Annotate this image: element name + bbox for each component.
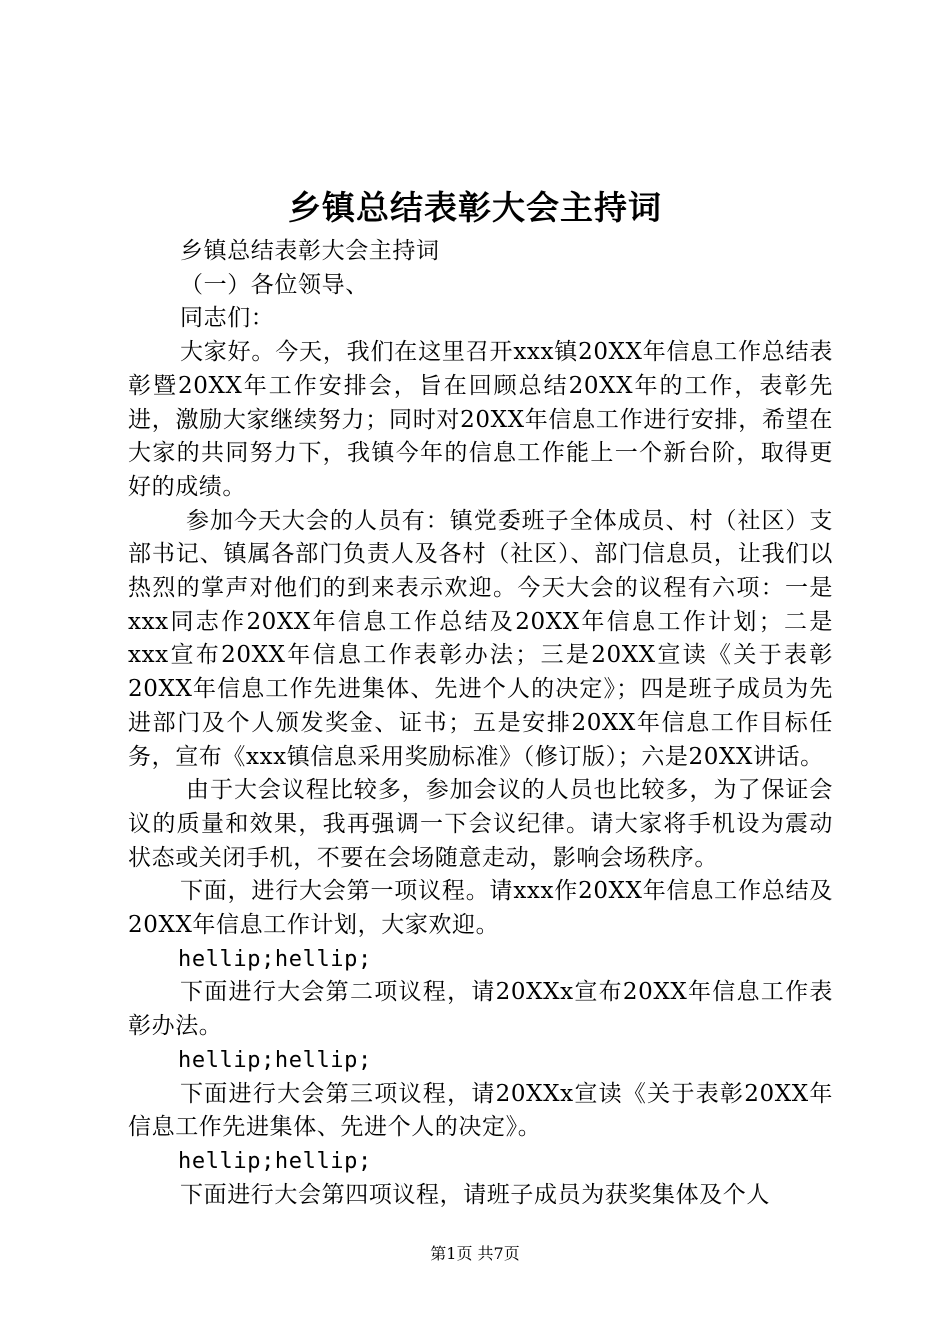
paragraph-agenda-item-2: 下面进行大会第二项议程，请20XXx宣布20XX年信息工作表彰办法。 bbox=[128, 979, 833, 1040]
paragraph-ellipsis-1: hellip;hellip; bbox=[178, 946, 372, 972]
paragraph-agenda-item-4: 下面进行大会第四项议程，请班子成员为获奖集体及个人 bbox=[180, 1181, 770, 1208]
paragraph-agenda-item-3: 下面进行大会第三项议程，请20XXx宣读《关于表彰20XX年信息工作先进集体、先进个人的决定》。 bbox=[128, 1080, 833, 1141]
paragraph-attendees-agenda: 参加今天大会的人员有：镇党委班子全体成员、村（社区）支部书记、镇属各部门负责人及各村（社区）、部门信息员，让我们以热烈的掌声对他们的到来表示欢迎。今天大会的议程有六项：一是xxx同志作20XX年信息工作总结及20XX年信息工作计划；二是xxx宣布20XX年信息工作表彰办法；三是20XX宣读《关于表彰20XX年信息工作先进集体、先进个人的决定》；四是班子成员为先进部门及个人颁发奖金、证书；五是安排20XX年信息工作目标任务，宣布《xxx镇信息采用奖励标准》（修订版）；六是20XX讲话。 bbox=[128, 507, 833, 770]
document-title: 乡镇总结表彰大会主持词 bbox=[288, 188, 662, 227]
paragraph-ellipsis-2: hellip;hellip; bbox=[178, 1047, 372, 1073]
paragraph-heading: 乡镇总结表彰大会主持词 bbox=[180, 238, 440, 264]
paragraph-opening: 大家好。今天，我们在这里召开xxx镇20XX年信息工作总结表彰暨20XX年工作安排会，旨在回顾总结20XX年的工作，表彰先进，激励大家继续努力；同时对20XX年信息工作进行安排，希望在大家的共同努力下，我镇今年的信息工作能上一个新台阶，取得更好的成绩。 bbox=[128, 339, 833, 500]
paragraph-salutation-1: （一）各位领导、 bbox=[180, 271, 369, 298]
paragraph-discipline: 由于大会议程比较多，参加会议的人员也比较多，为了保证会议的质量和效果，我再强调一下会议纪律。请大家将手机设为震动状态或关闭手机，不要在会场随意走动，影响会场秩序。 bbox=[128, 777, 833, 871]
document-body bbox=[128, 235, 833, 1212]
paragraph-ellipsis-3: hellip;hellip; bbox=[178, 1148, 372, 1174]
paragraph-salutation-2: 同志们： bbox=[180, 305, 275, 332]
page-number-footer: 第1页 共7页 bbox=[430, 1244, 520, 1263]
paragraph-agenda-item-1: 下面，进行大会第一项议程。请xxx作20XX年信息工作总结及20XX年信息工作计划，大家欢迎。 bbox=[128, 878, 833, 939]
